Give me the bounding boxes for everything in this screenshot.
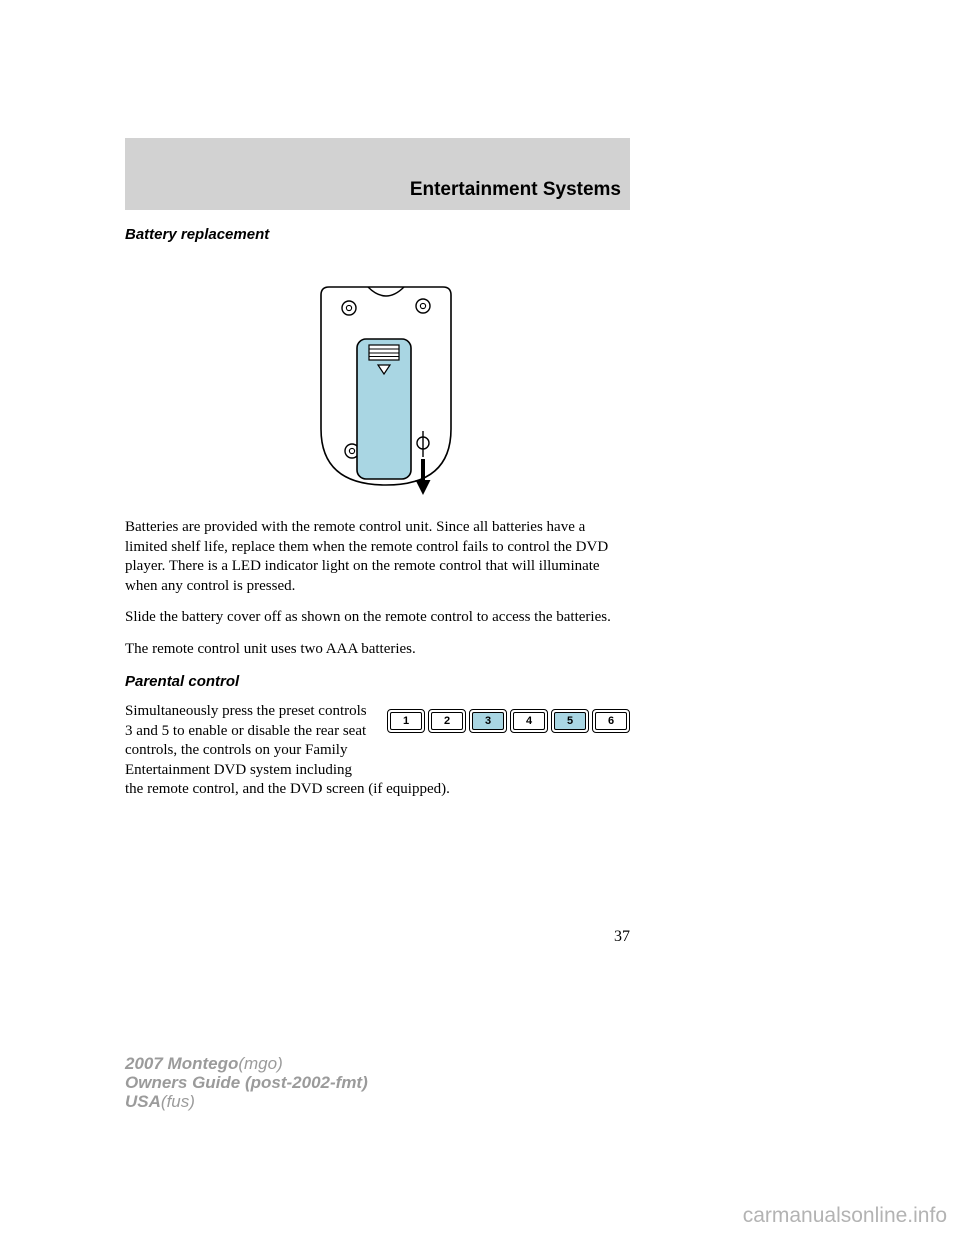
remote-battery-cover-figure [316, 281, 456, 503]
preset-button-6: 6 [595, 712, 627, 730]
parental-paragraph-block [125, 702, 630, 800]
section-header-banner [125, 138, 630, 210]
footer-colophon [125, 1054, 368, 1111]
battery-replacement-heading: Battery replacement [125, 226, 270, 243]
footer-line-region [125, 1092, 368, 1111]
preset-bezel-5 [551, 709, 589, 733]
watermark-text: carmanualsonline.info [742, 1204, 947, 1227]
preset-buttons-illustration [378, 705, 630, 763]
footer-model-suffix: (mgo) [238, 1054, 283, 1073]
footer-line-model [125, 1054, 368, 1073]
preset-bezel-4 [510, 709, 548, 733]
battery-paragraph-3: The remote control unit uses two AAA batteries. [125, 640, 416, 657]
footer-region: USA [125, 1092, 161, 1111]
battery-paragraph-1: Batteries are provided with the remote control unit. Since all batteries have a limited shelf life, replace them when the remote control fails to control the DVD player. There is a LED indicator light on the remote control that will illuminate when any control is pressed. [125, 519, 609, 594]
preset-bezel-2 [428, 709, 466, 733]
preset-button-3: 3 [472, 712, 504, 730]
parental-paragraph: Simultaneously press the preset controls 3 and 5 to enable or disable the rear seat controls, the controls on your Family Entertainment DVD system including the remote control, and the DVD screen (if equipped). [125, 703, 450, 797]
preset-bezel-6 [592, 709, 630, 733]
page-number: 37 [614, 928, 630, 945]
footer-region-suffix: (fus) [160, 1092, 195, 1111]
battery-paragraph-2: Slide the battery cover off as shown on the remote control to access the batteries. [125, 609, 611, 625]
footer-guide: Owners Guide (post-2002-fmt) [125, 1073, 368, 1092]
preset-button-row [387, 709, 630, 733]
content-column [125, 138, 630, 800]
remote-control-illustration [125, 281, 630, 508]
preset-bezel-1 [387, 709, 425, 733]
preset-button-5: 5 [554, 712, 586, 730]
preset-bezel-3 [469, 709, 507, 733]
preset-button-1: 1 [390, 712, 422, 730]
preset-button-2: 2 [431, 712, 463, 730]
section-title: Entertainment Systems [409, 179, 621, 200]
parental-control-heading: Parental control [125, 673, 240, 690]
footer-model: 2007 Montego [125, 1054, 239, 1073]
preset-button-4: 4 [513, 712, 545, 730]
